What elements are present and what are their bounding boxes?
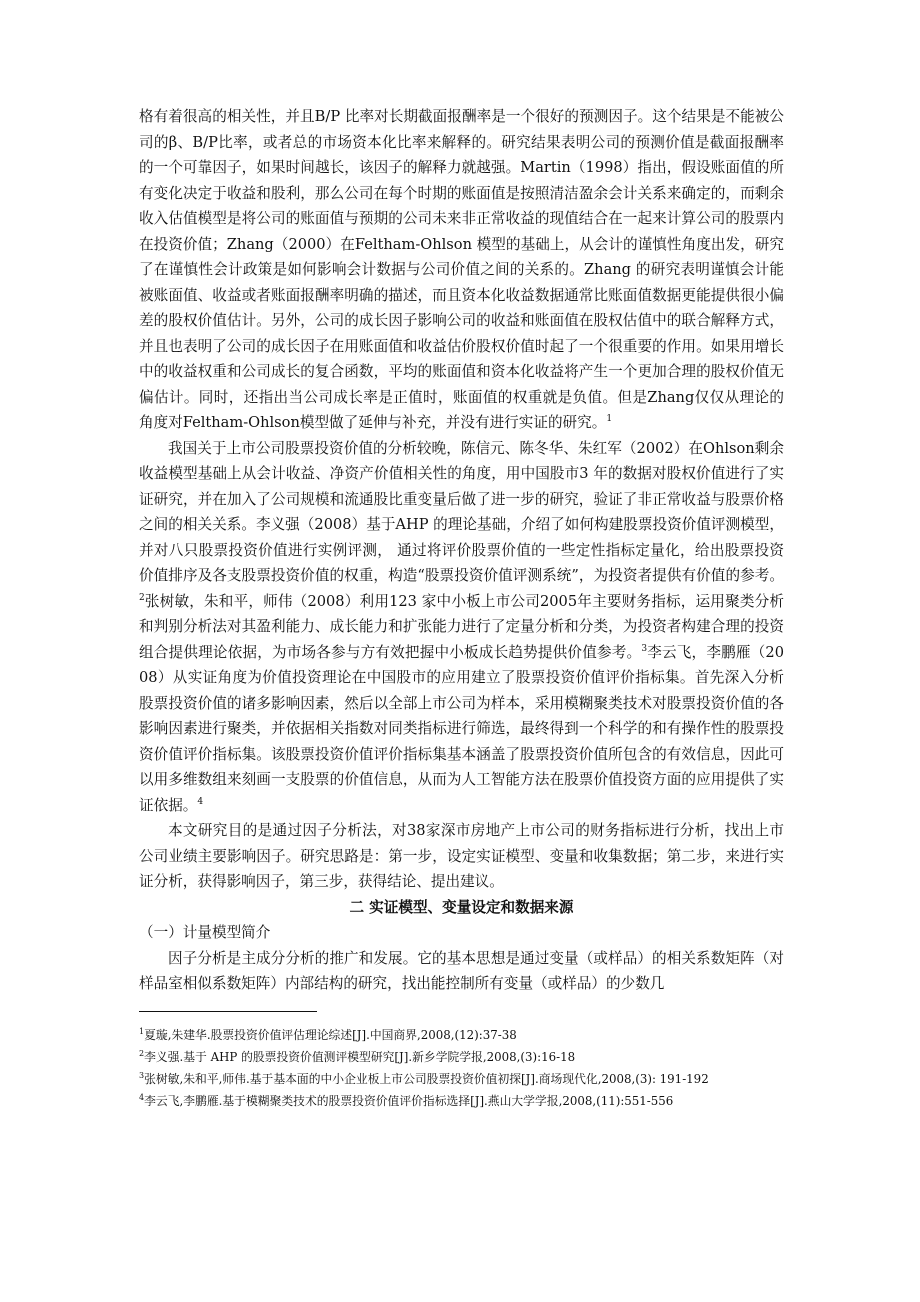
paragraph-text: 李云飞，李鹏雁（2008）从实证角度为价值投资理论在中国股市的应用建立了股票投资价值评价指标集。首先深入分析股票投资价值的诸多影响因素，然后以全部上市公司为样本，采用模糊聚类技术对股票投资价值的各影响因素进行聚类，并依据相关指数对同类指标进行筛选，最终得到一个科学的和有操作性的股票投资价值评价指标集。该股票投资价值评价指标集基本涵盖了股票投资价值所包含的有效信息，因此可以用多维数组来刻画一支股票的价值信息，从而为人工智能方法在股票价值投资方面的应用提供了实证依据。	[139, 643, 784, 814]
footnote-ref[interactable]: 4	[197, 796, 204, 807]
paragraph-text: 我国关于上市公司股票投资价值的分析较晚，陈信元、陈冬华、朱红军（2002）在Ohlson剩余收益模型基础上从会计收益、净资产价值相关性的角度，用中国股市3 年的数据对股权价值进行了实证研究，并在加入了公司规模和流通股比重变量后做了进一步的研究，验证了非正常收益与股票价格之间的相关关系。李义强（2008）基于AHP 的理论基础，介绍了如何构建股票投资价值评测模型，并对八只股票投资价值进行实例评测， 通过将评价股票价值的一些定性指标定量化，给出股票投资价值排序及各支股票投资价值的权重，构造“股票投资价值评测系统”，为投资者提供有价值的参考。	[139, 439, 784, 584]
footnote-text: 李云飞,李鹏雁.基于模糊聚类技术的股票投资价值评价指标选择[J].燕山大学学报,2008,(11):551-556	[144, 1093, 674, 1108]
footnote-text: 张树敏,朱和平,师伟.基于基本面的中小企业板上市公司股票投资价值初探[J].商场现代化,2008,(3): 191-192	[144, 1071, 709, 1086]
footnote-text: 李义强.基于 AHP 的股票投资价值测评模型研究[J].新乡学院学报,2008,(3):16-18	[144, 1049, 576, 1064]
footnote-ref[interactable]: 3	[641, 643, 648, 654]
footnote-text: 夏璇,朱建华.股票投资价值评估理论综述[J].中国商界,2008,(12):37-38	[144, 1027, 517, 1042]
paragraph-literature-foreign	[139, 104, 784, 436]
footnote-number: 4	[139, 1092, 145, 1102]
section-heading: 二 实证模型、变量设定和数据来源	[349, 898, 574, 916]
footnote-divider	[139, 1011, 317, 1012]
footnote-1	[139, 1024, 784, 1046]
footnote-3	[139, 1068, 784, 1090]
footnote-number: 2	[139, 1048, 145, 1058]
paragraph-text: 格有着很高的相关性，并且B/P 比率对长期截面报酬率是一个很好的预测因子。这个结果是不能被公司的β、B/P比率，或者总的市场资本化比率来解释的。研究结果表明公司的预测价值是截面报酬率的一个可靠因子，如果时间越长，该因子的解释力就越强。Martin（1998）指出，假设账面值的所有变化决定于收益和股利，那么公司在每个时期的账面值是按照清洁盈余会计关系来确定的，而剩余收入估值模型是将公司的账面值与预期的公司未来非正常收益的现值结合在一起来计算公司的股票内在投资价值；Zhang（2000）在Feltham-Ohlson 模型的基础上，从会计的谨慎性角度出发，研究了在谨慎性会计政策是如何影响会计数据与公司价值之间的关系的。Zhang 的研究表明谨慎会计能被账面值、收益或者账面报酬率明确的描述，而且资本化收益数据通常比账面值数据更能提供很小偏差的股权价值估计。另外，公司的成长因子影响公司的收益和账面值在股权估值中的联合解释方式，并且也表明了公司的成长因子在用账面值和收益估价股权价值时起了一个很重要的作用。如果用增长中的收益权重和公司成长的复合函数，平均的账面值和资本化收益将产生一个更加合理的股权价值无偏估计。同时，还指出当公司成长率是正值时，账面值的权重就是负值。但是Zhang仅仅从理论的角度对Feltham-Ohlson模型做了延伸与补充，并没有进行实证的研究。	[139, 108, 784, 431]
paragraph-factor-analysis: 因子分析是主成分分析的推广和发展。它的基本思想是通过变量（或样品）的相关系数矩阵（对样品室相似系数矩阵）内部结构的研究，找出能控制所有变量（或样品）的少数几	[139, 949, 784, 992]
footnote-2	[139, 1046, 784, 1068]
subsection-heading: （一）计量模型简介	[139, 924, 271, 941]
paragraph-research-purpose: 本文研究目的是通过因子分析法，对38家深市房地产上市公司的财务指标进行分析，找出上市公司业绩主要影响因子。研究思路是：第一步，设定实证模型、变量和收集数据；第二步，来进行实证分析，获得影响因子，第三步，获得结论、提出建议。	[139, 822, 784, 890]
paragraph-literature-domestic	[139, 436, 784, 819]
footnote-number: 1	[139, 1026, 145, 1036]
footnote-number: 3	[139, 1070, 145, 1080]
paragraph-text: 张树敏，朱和平，师伟（2008）利用123 家中小板上市公司2005年主要财务指标，运用聚类分析和判别分析法对其盈利能力、成长能力和扩张能力进行了定量分析和分类，为投资者构建合理的投资组合提供理论依据，为市场各参与方有效把握中小板成长趋势提供价值参考。	[139, 592, 784, 661]
footnote-ref[interactable]: 2	[139, 592, 145, 603]
footnote-ref[interactable]: 1	[606, 414, 613, 424]
document-page	[139, 104, 784, 1112]
footnote-4	[139, 1090, 784, 1112]
